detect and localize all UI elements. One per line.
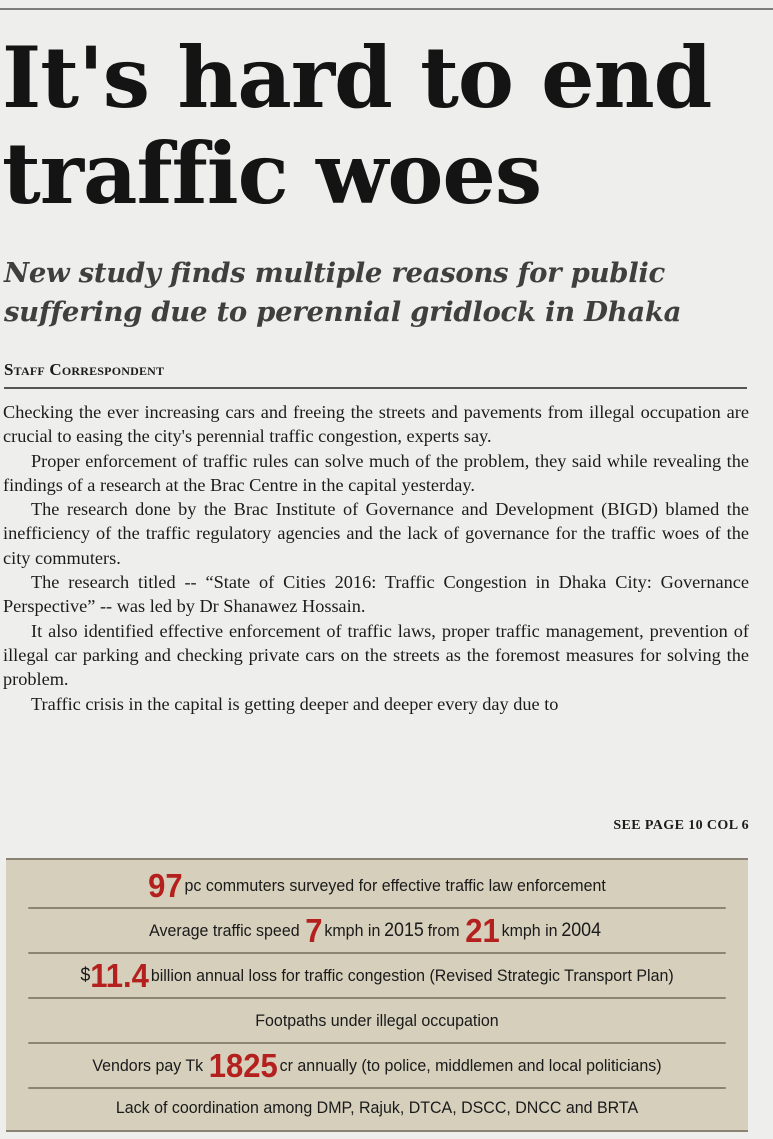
- fact-row: [28, 1086, 725, 1129]
- fact-text: Average traffic speed: [149, 920, 300, 940]
- paragraph-4: The research titled -- “State of Cities 2016: Traffic Congestion in Dhaka City: Governance Perspective” -- was led by Dr Shanawez Hossain.: [3, 572, 749, 617]
- subheadline: [4, 254, 769, 332]
- fact-highlight: 1825: [208, 1046, 278, 1084]
- fact-text: from: [427, 920, 460, 940]
- fact-highlight: 21: [465, 911, 500, 949]
- fact-text: cr annually (to police, middlemen and local politicians): [279, 1055, 662, 1075]
- paragraph-1: Checking the ever increasing cars and freeing the streets and pavements from illegal occupation are crucial to easing the city's perennial traffic congestion, experts say.: [3, 402, 749, 447]
- headline-line-1: It's hard to end: [2, 28, 712, 127]
- fact-text: kmph in: [324, 920, 381, 940]
- paragraph-6: Traffic crisis in the capital is getting deeper and deeper every day due to: [31, 693, 559, 714]
- byline: Staff Correspondent: [4, 360, 165, 379]
- subheadline-line-2: suffering due to perennial gridlock in Dhaka: [4, 296, 682, 328]
- byline-rule: [4, 387, 747, 389]
- fact-row: [28, 1044, 725, 1089]
- fact-row: [28, 909, 725, 954]
- fact-highlight: 11.4: [90, 956, 149, 994]
- fact-highlight: 97: [148, 866, 183, 904]
- fact-text: Footpaths under illegal occupation: [255, 1010, 499, 1030]
- headline: [2, 30, 772, 222]
- fact-text: Vendors pay Tk: [92, 1055, 204, 1075]
- subheadline-line-1: New study finds multiple reasons for public: [4, 257, 665, 289]
- headline-line-2: traffic woes: [2, 124, 542, 223]
- article-body: [3, 400, 749, 716]
- fact-box: [6, 858, 748, 1132]
- fact-text: Lack of coordination among DMP, Rajuk, DTCA, DSCC, DNCC and BRTA: [115, 1097, 639, 1117]
- fact-highlight: 7: [305, 911, 323, 949]
- fact-row: [28, 999, 725, 1044]
- fact-text: billion annual loss for traffic congestion (Revised Strategic Transport Plan): [150, 965, 674, 985]
- fact-year: 2015: [384, 919, 424, 941]
- fact-year: 2004: [561, 919, 602, 941]
- fact-currency: $: [80, 964, 91, 986]
- paragraph-5: It also identified effective enforcement of traffic laws, proper traffic management, prevention of illegal car parking and checking private cars on the streets as the foremost measures for solving the problem.: [3, 620, 749, 690]
- fact-text: kmph in: [501, 920, 558, 940]
- fact-text: pc commuters surveyed for effective traffic law enforcement: [184, 875, 606, 895]
- fact-row: [28, 954, 725, 999]
- paragraph-2: Proper enforcement of traffic rules can solve much of the problem, they said while revealing the findings of a research at the Brac Centre in the capital yesterday.: [3, 450, 749, 495]
- fact-row: [28, 864, 725, 909]
- paragraph-3: The research done by the Brac Institute of Governance and Development (BIGD) blamed the inefficiency of the traffic regulatory agencies and the lack of governance for the traffic woes of the city commuters.: [3, 499, 749, 568]
- top-rule: [0, 8, 773, 10]
- continuation-jump: SEE PAGE 10 COL 6: [613, 818, 749, 833]
